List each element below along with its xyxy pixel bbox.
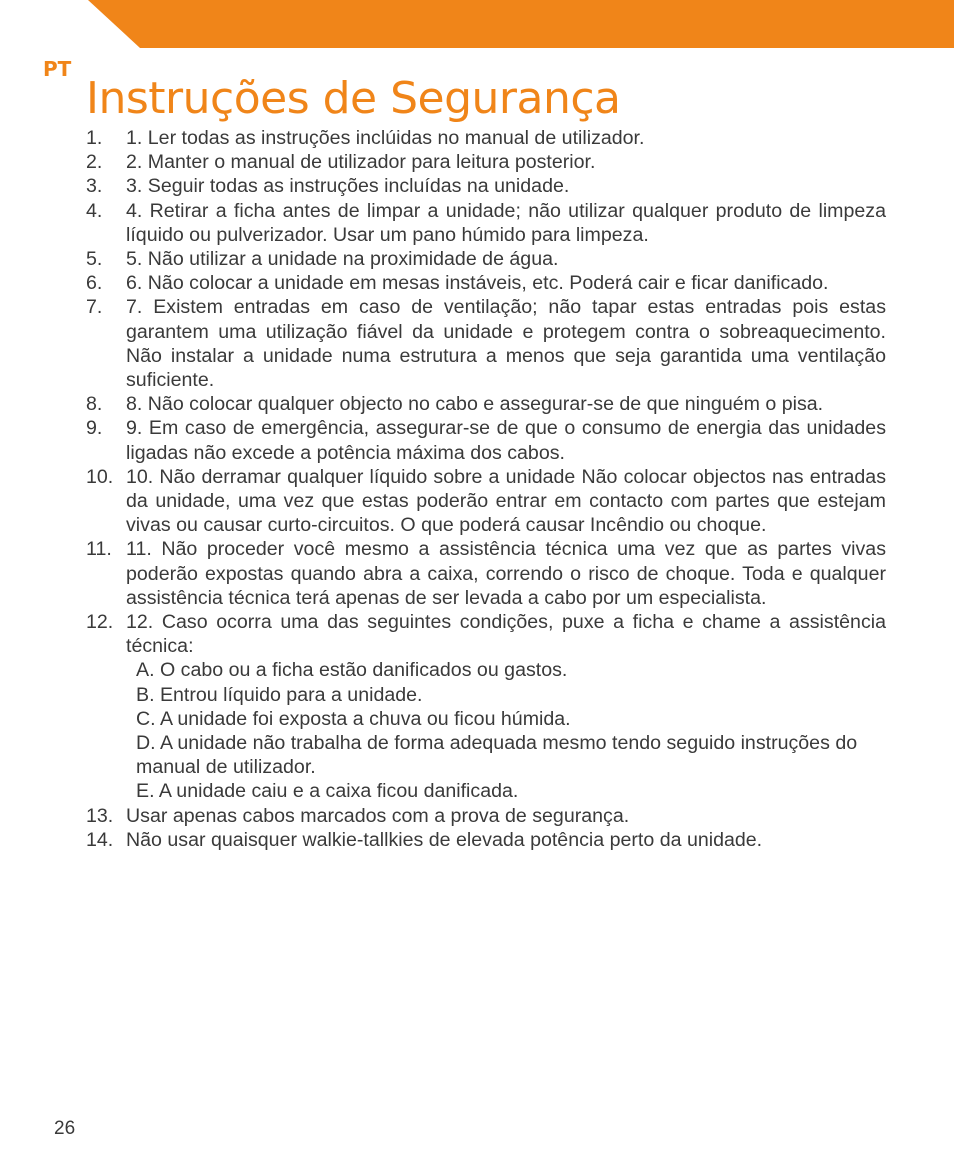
item-text: 4. Retirar a ficha antes de limpar a unidade; não utilizar qualquer produto de limpeza líquido ou pulverizador. Usar um pano húmido para limpeza.: [126, 199, 886, 246]
item-number: 13.: [86, 804, 114, 827]
item-number: 6.: [86, 272, 103, 295]
item-number: 8.: [86, 393, 103, 416]
item-number: 14.: [86, 828, 114, 851]
list-item: [86, 271, 886, 295]
item-number: 3.: [86, 175, 103, 198]
header-banner: [0, 0, 954, 48]
list-item: [86, 465, 886, 538]
list-item: [86, 295, 886, 392]
list-item: [86, 416, 886, 464]
list-item: [86, 610, 886, 804]
language-code: PT: [43, 57, 72, 81]
list-item: [86, 828, 886, 852]
list-item: [86, 392, 886, 416]
item-number: 5.: [86, 248, 103, 271]
sub-list-item: C. A unidade foi exposta a chuva ou ficou húmida.: [136, 707, 571, 730]
list-item: [86, 150, 886, 174]
item-text: 7. Existem entradas em caso de ventilação; não tapar estas entradas pois estas garantem uma utilização fiável da unidade e protegem contra o sobreaquecimento. Não instalar a unidade numa estrutura a menos que seja garantida uma ventilação suficiente.: [126, 296, 886, 392]
item-number: 7.: [86, 296, 103, 319]
list-item: [86, 804, 886, 828]
item-text: 5. Não utilizar a unidade na proximidade de água.: [126, 248, 559, 271]
list-item: [86, 174, 886, 198]
list-item: [86, 126, 886, 150]
sub-list-item: A. O cabo ou a ficha estão danificados ou gastos.: [136, 659, 568, 682]
item-text: 11. Não proceder você mesmo a assistência técnica uma vez que as partes vivas poderão expostas quando abra a caixa, correndo o risco de choque. Toda e qualquer assistência técnica terá apenas de ser levada a cabo por um especialista.: [126, 538, 886, 609]
item-text: 10. Não derramar qualquer líquido sobre a unidade Não colocar objectos nas entradas da unidade, uma vez que estas poderão entrar em contacto com partes que estejam vivas ou causar curto-circuitos. O que poderá causar Incêndio ou choque.: [126, 465, 886, 537]
sub-list: [126, 658, 886, 803]
list-item: [86, 199, 886, 247]
item-text: 9. Em caso de emergência, assegurar-se de que o consumo de energia das unidades ligadas não excede a potência máxima dos cabos.: [126, 417, 886, 464]
list-item: [86, 537, 886, 610]
item-number: 2.: [86, 151, 103, 174]
sub-list-item: B. Entrou líquido para a unidade.: [136, 683, 423, 706]
item-text: 8. Não colocar qualquer objecto no cabo e assegurar-se de que ninguém o pisa.: [126, 393, 824, 416]
list-item: [86, 247, 886, 271]
item-number: 11.: [86, 538, 112, 561]
item-text: 2. Manter o manual de utilizador para leitura posterior.: [126, 151, 596, 174]
item-text: 1. Ler todas as instruções inclúidas no manual de utilizador.: [126, 127, 645, 149]
item-text: 12. Caso ocorra uma das seguintes condições, puxe a ficha e chame a assistência técnica:: [126, 611, 886, 658]
item-number: 1.: [86, 127, 103, 149]
item-text: Não usar quaisquer walkie-tallkies de elevada potência perto da unidade.: [126, 828, 763, 851]
item-text: 3. Seguir todas as instruções incluídas na unidade.: [126, 175, 570, 198]
item-number: 10.: [86, 465, 114, 488]
page-number: 26: [54, 1118, 76, 1139]
sub-list-item: D. A unidade não trabalha de forma adequada mesmo tendo seguido instruções do manual de utilizador.: [136, 732, 858, 779]
page-title: Instruções de Segurança: [86, 73, 621, 124]
item-number: 12.: [86, 611, 114, 634]
item-text: Usar apenas cabos marcados com a prova de segurança.: [126, 804, 630, 827]
item-number: 9.: [86, 417, 103, 440]
item-number: 4.: [86, 199, 103, 222]
sub-list-item: E. A unidade caiu e a caixa ficou danificada.: [136, 780, 519, 803]
safety-instructions-list: [86, 126, 886, 852]
item-text: 6. Não colocar a unidade em mesas instáveis, etc. Poderá cair e ficar danificado.: [126, 272, 829, 295]
